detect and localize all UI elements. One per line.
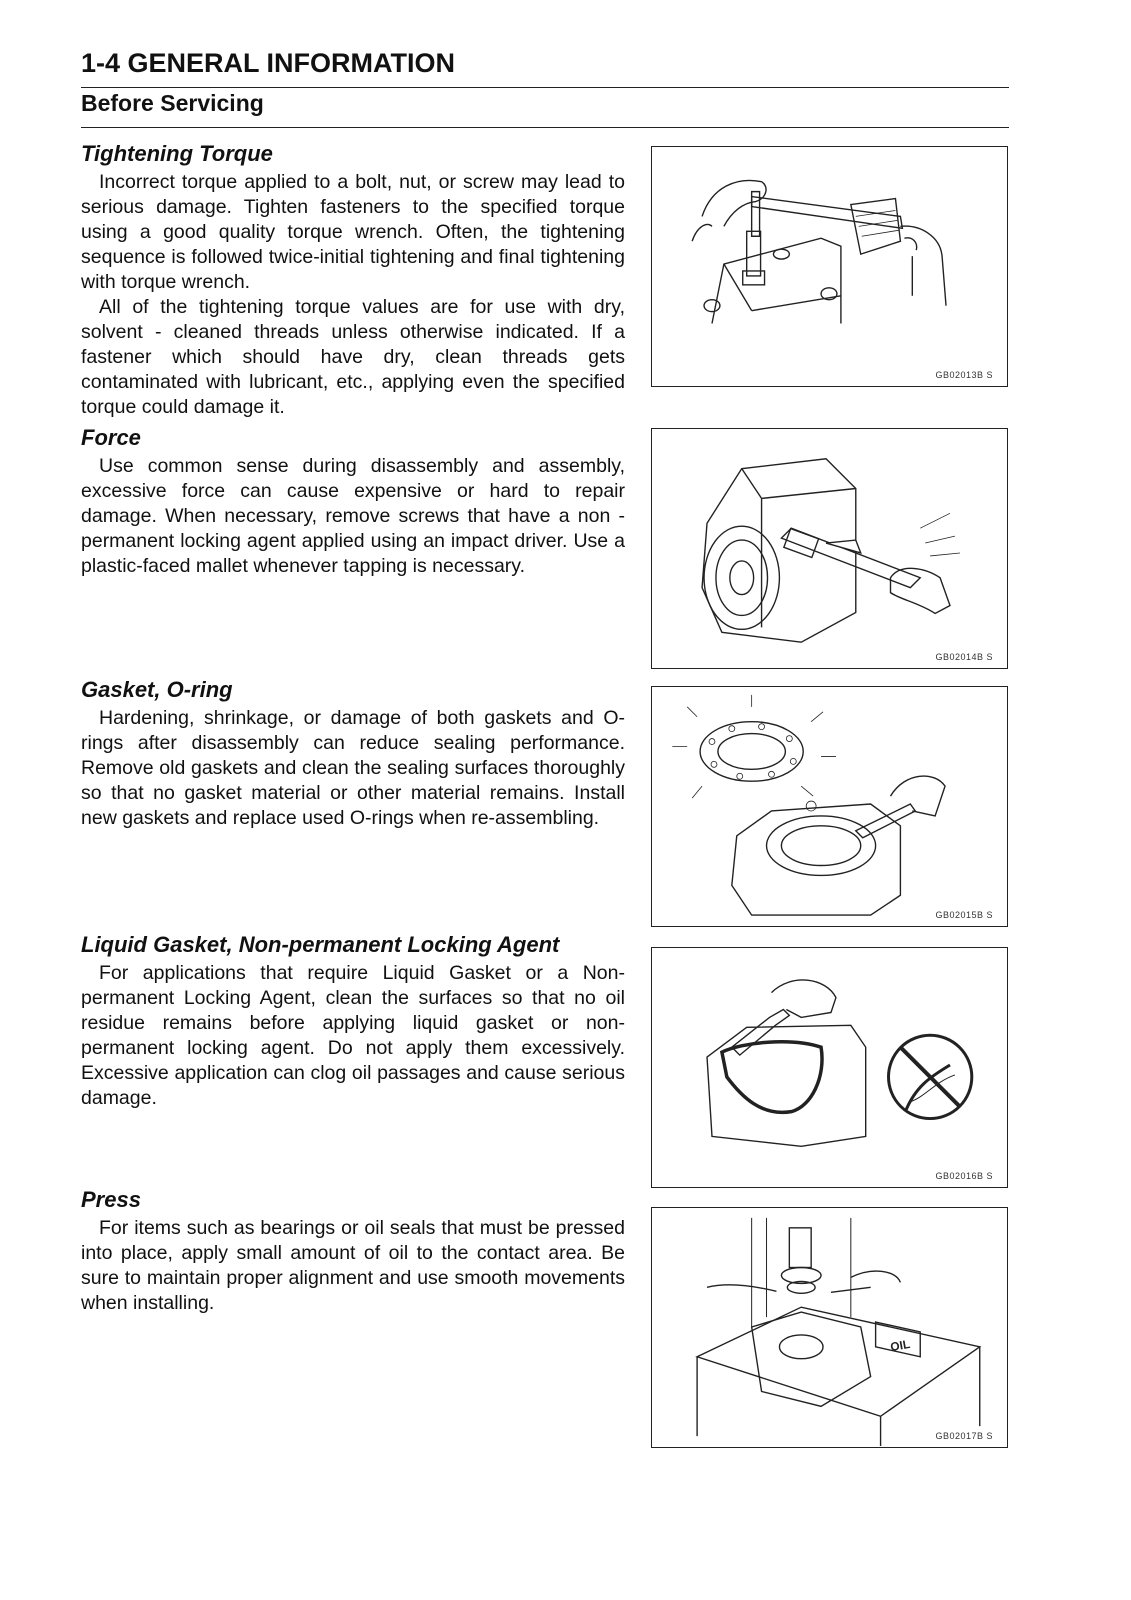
page-title: 1-4 GENERAL INFORMATION [81,48,456,78]
liquid-gasket-illustration [652,948,1007,1187]
figure-liquid-gasket [651,947,1008,1188]
oil-can-label: OIL [889,1336,912,1355]
figure-torque-wrench [651,146,1008,387]
figure-impact-driver [651,428,1008,669]
figure-code: GB02014B S [935,652,993,662]
gasket-scraping-illustration [652,687,1007,926]
section-rule [81,127,1009,128]
figure-press [651,1207,1008,1448]
figure-code: GB02015B S [935,910,993,920]
section-tightening-torque [81,140,625,420]
figure-code: GB02013B S [935,370,993,380]
section-press [81,1186,625,1316]
paragraph: For items such as bearings or oil seals that must be pressed into place, apply small amount of oil to the contact area. Be sure to maintain proper alignment and use smooth movements when installing. [81,1217,625,1314]
subheading-gasket-o-ring: Gasket, O-ring [81,677,233,702]
paragraph: All of the tightening torque values are for use with dry, solvent - cleaned threads unless otherwise indicated. If a fastener which should have dry, clean threads gets contaminated with lubricant, etc., applying even the specified torque could damage it. [81,296,625,418]
paragraph: For applications that require Liquid Gasket or a Non-permanent Locking Agent, clean the surfaces so that no oil residue remains before applying liquid gasket or non-permanent locking agent. Do not apply them excessively. Excessive application can clog oil passages and cause serious damage. [81,962,625,1109]
section-heading: Before Servicing [81,90,264,116]
section-gasket-o-ring [81,676,625,831]
section-liquid-gasket [81,931,625,1111]
section-force [81,424,625,579]
paragraph: Use common sense during disassembly and assembly, excessive force can cause expensive or hard to repair damage. When necessary, remove screws that have a non -permanent locking agent applied using an impact driver. Use a plastic-faced mallet whenever tapping is necessary. [81,455,625,577]
subheading-press: Press [81,1187,141,1212]
figure-code: GB02017B S [935,1431,993,1441]
paragraph: Incorrect torque applied to a bolt, nut, or screw may lead to serious damage. Tighten fasteners to the specified torque using a good quality torque wrench. Often, the tightening sequence is followed twice-initial tightening and final tightening with torque wrench. [81,171,625,293]
subheading-liquid-gasket: Liquid Gasket, Non-permanent Locking Agent [81,932,560,957]
impact-driver-illustration [652,429,1007,668]
paragraph: Hardening, shrinkage, or damage of both gaskets and O-rings after disassembly can reduce sealing performance. Remove old gaskets and clean the sealing surfaces thoroughly so that no gasket material or other material remains. Install new gaskets and replace used O-rings when re-assembling. [81,707,625,829]
figure-code: GB02016B S [935,1171,993,1181]
figure-gasket [651,686,1008,927]
subheading-tightening-torque: Tightening Torque [81,141,273,166]
subheading-force: Force [81,425,141,450]
bearing-press-illustration [652,1208,1007,1447]
torque-wrench-illustration [652,147,1007,386]
header-rule [81,87,1009,88]
